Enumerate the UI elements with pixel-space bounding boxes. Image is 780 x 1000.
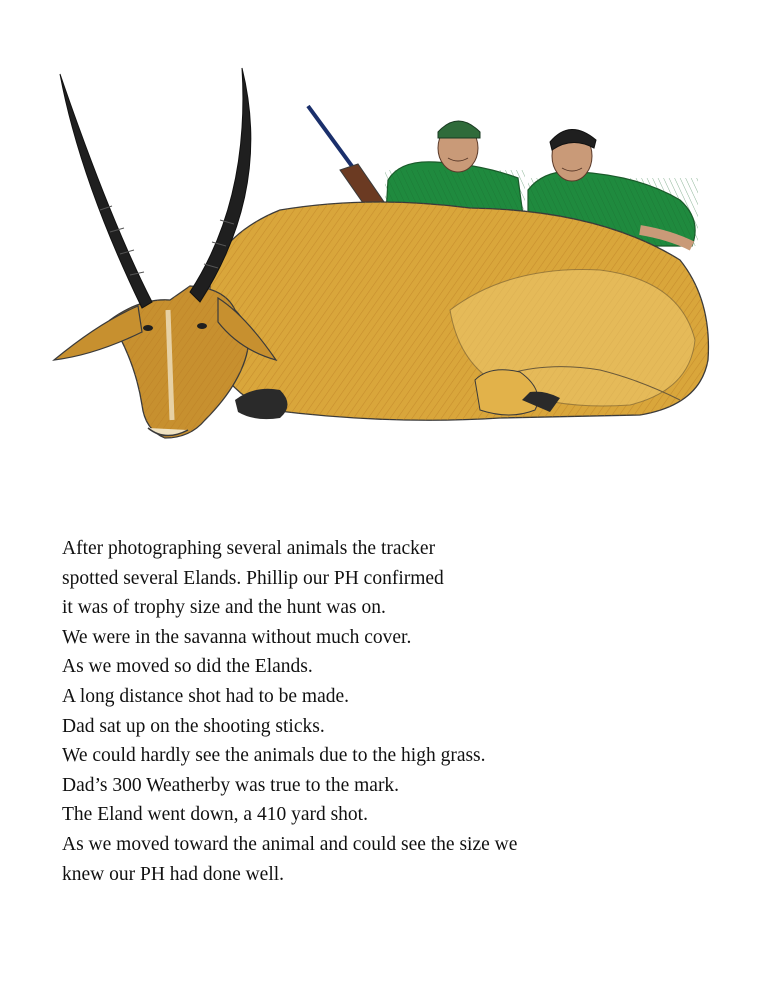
story-line-6: A long distance shot had to be made. bbox=[62, 685, 350, 707]
eland-drawing bbox=[40, 60, 740, 460]
story-line-9: Dad’s 300 Weatherby was true to the mark. bbox=[62, 774, 400, 796]
story-line-3: it was of trophy size and the hunt was on. bbox=[62, 597, 386, 619]
story-line-8: We could hardly see the animals due to the high grass. bbox=[62, 745, 486, 767]
story-line-11: As we moved toward the animal and could see the size we bbox=[62, 833, 518, 855]
story-text bbox=[62, 534, 702, 889]
eland bbox=[54, 68, 708, 438]
story-line-4: We were in the savanna without much cover. bbox=[62, 626, 412, 648]
story-line-7: Dad sat up on the shooting sticks. bbox=[62, 715, 325, 737]
eland-hunt-illustration bbox=[40, 60, 740, 460]
story-line-10: The Eland went down, a 410 yard shot. bbox=[62, 804, 368, 826]
story-line-12: knew our PH had done well. bbox=[62, 863, 285, 885]
story-line-5: As we moved so did the Elands. bbox=[62, 656, 313, 678]
story-line-2: spotted several Elands. Phillip our PH confirmed bbox=[62, 567, 444, 589]
story-line-1: After photographing several animals the tracker bbox=[62, 538, 436, 559]
